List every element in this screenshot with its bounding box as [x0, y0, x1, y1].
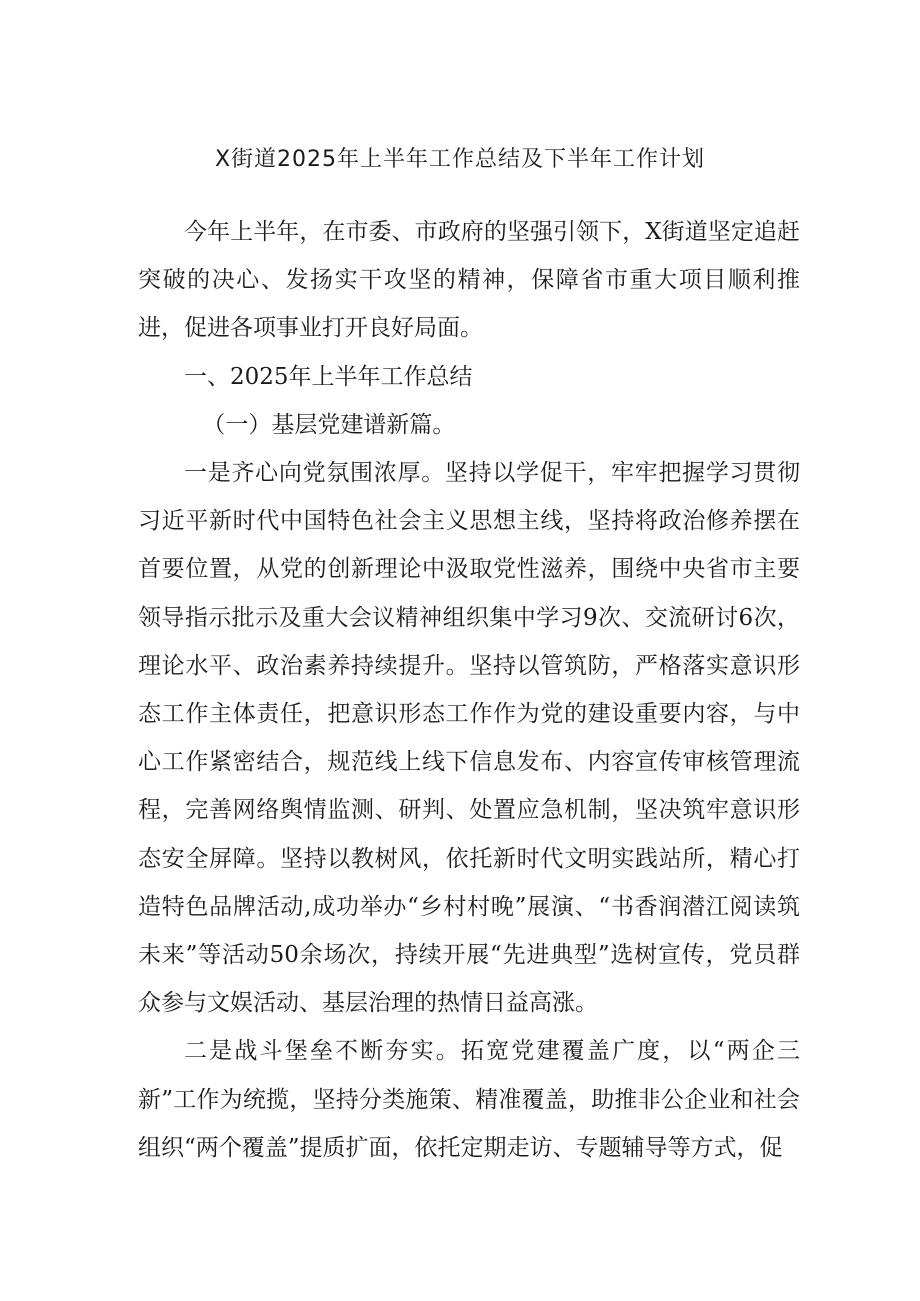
section-heading: 一、2025年上半年工作总结 — [184, 363, 473, 390]
subsection-heading: （一）基层党建谱新篇。 — [202, 411, 456, 438]
document-title: X街道2025年上半年工作总结及下半年工作计划 — [214, 147, 706, 172]
body-paragraph: 一是齐心向党氛围浓厚。坚持以学促干，牢牢把握学习贯彻习近平新时代中国特色社会主义思想主线，坚持将政治修养摆在首要位置，从党的创新理论中汲取党性滋养，围绕中央省市主要领导指示批示及重大会议精神组织集中学习9次、交流研讨6次，理论水平、政治素养持续提升。坚持以管筑防，严格落实意识形态工作主体责任，把意识形态工作作为党的建设重要内容，与中心工作紧密结合，规范线上线下信息发布、内容宣传审核管理流程，完善网络舆情监测、研判、处置应急机制，坚决筑牢意识形态安全屏障。坚持以教树风，依托新时代文明实践站所，精心打造特色品牌活动,成功举办“乡村村晚”展演、“书香润潜江阅读筑未来”等活动50余场次，持续开展“先进典型”选树宣传，党员群众参与文娱活动、基层治理的热情日益高涨。 — [138, 460, 800, 1017]
document-body — [138, 208, 800, 1172]
intro-paragraph: 今年上半年，在市委、市政府的坚强引领下，X街道坚定追赶突破的决心、发扬实干攻坚的精神，保障省市重大项目顺利推进，促进各项事业打开良好局面。 — [138, 219, 800, 342]
body-paragraph: 二是战斗堡垒不断夯实。拓宽党建覆盖广度，以“两企三新”工作为统揽，坚持分类施策、精准覆盖，助推非公企业和社会组织“两个覆盖”提质扩面，依托定期走访、专题辅导等方式，促 — [138, 1038, 800, 1161]
